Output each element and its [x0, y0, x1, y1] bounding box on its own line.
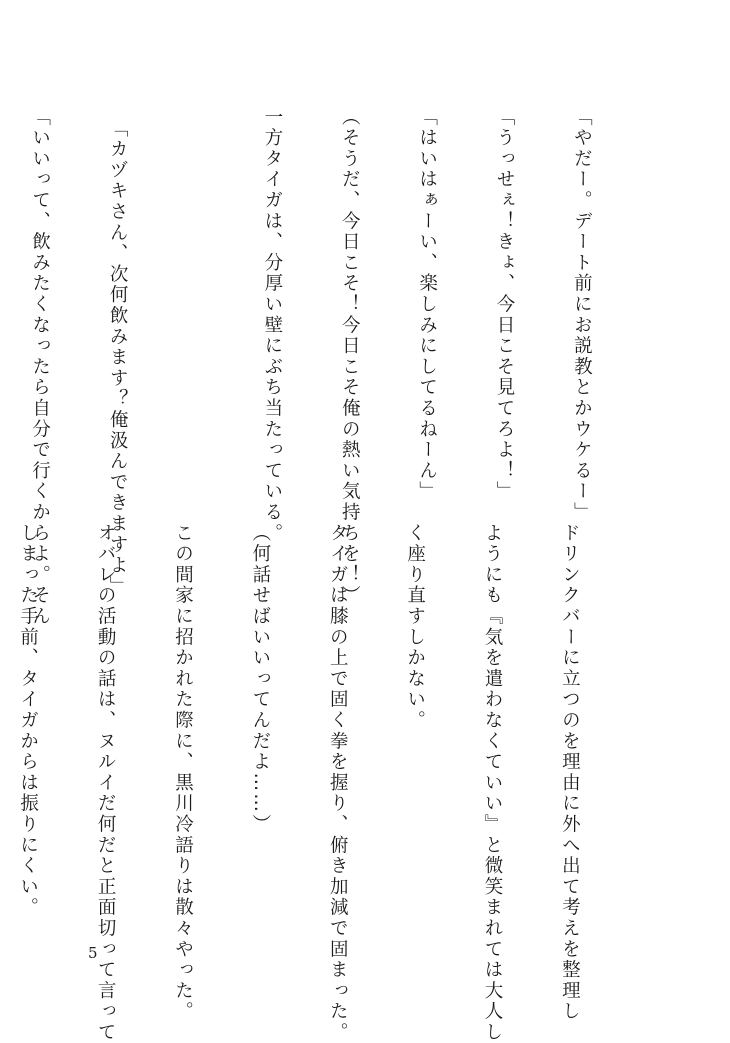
text-line: く座り直すしかない。 — [404, 523, 426, 731]
text-line: 一方タイガは、分厚い壁にぶち当たっている。 — [261, 107, 283, 544]
blank-line — [182, 107, 208, 507]
text-line: ドリンクバーに立つのを理由に外へ出て考えを整理し — [559, 523, 581, 1023]
text-line: 「カヅキさん、次何飲みます？俺汲んできますよ」 — [107, 107, 129, 597]
text-line: ようにも『気を遣わなくていい』と微笑まれては大人し — [482, 523, 504, 1043]
text-line: （何話せばいいってんだよ……） — [249, 523, 271, 835]
text-line: 「うっせぇ！きょ、今日こそ見てろよ！」 — [494, 107, 516, 503]
text-line: 「はいはぁーい、楽しみにしてるねーん」 — [416, 107, 438, 503]
text-line: 「いいって、飲みたくなったら自分で行くからよ。そん — [29, 107, 51, 627]
text-line: オバレの活動の話は、ヌルイだ何だと正面切って言って — [95, 523, 117, 1043]
text-line: （そうだ、今日こそ！今日こそ俺の熱い気持ちを！） — [339, 107, 361, 607]
page-number: 5 — [88, 944, 98, 962]
text-block-bottom — [0, 523, 634, 1043]
text-line: この間家に招かれた際に、黒川冷語りは散々やった。 — [172, 523, 194, 1023]
text-line: 「やだー。デート前にお説教とかウケるー」 — [571, 107, 593, 523]
text-line: しまった手前、タイガからは振りにくい。 — [17, 523, 39, 919]
text-line: タイガは膝の上で固く拳を握り、俯き加減で固まった。 — [327, 523, 349, 1043]
